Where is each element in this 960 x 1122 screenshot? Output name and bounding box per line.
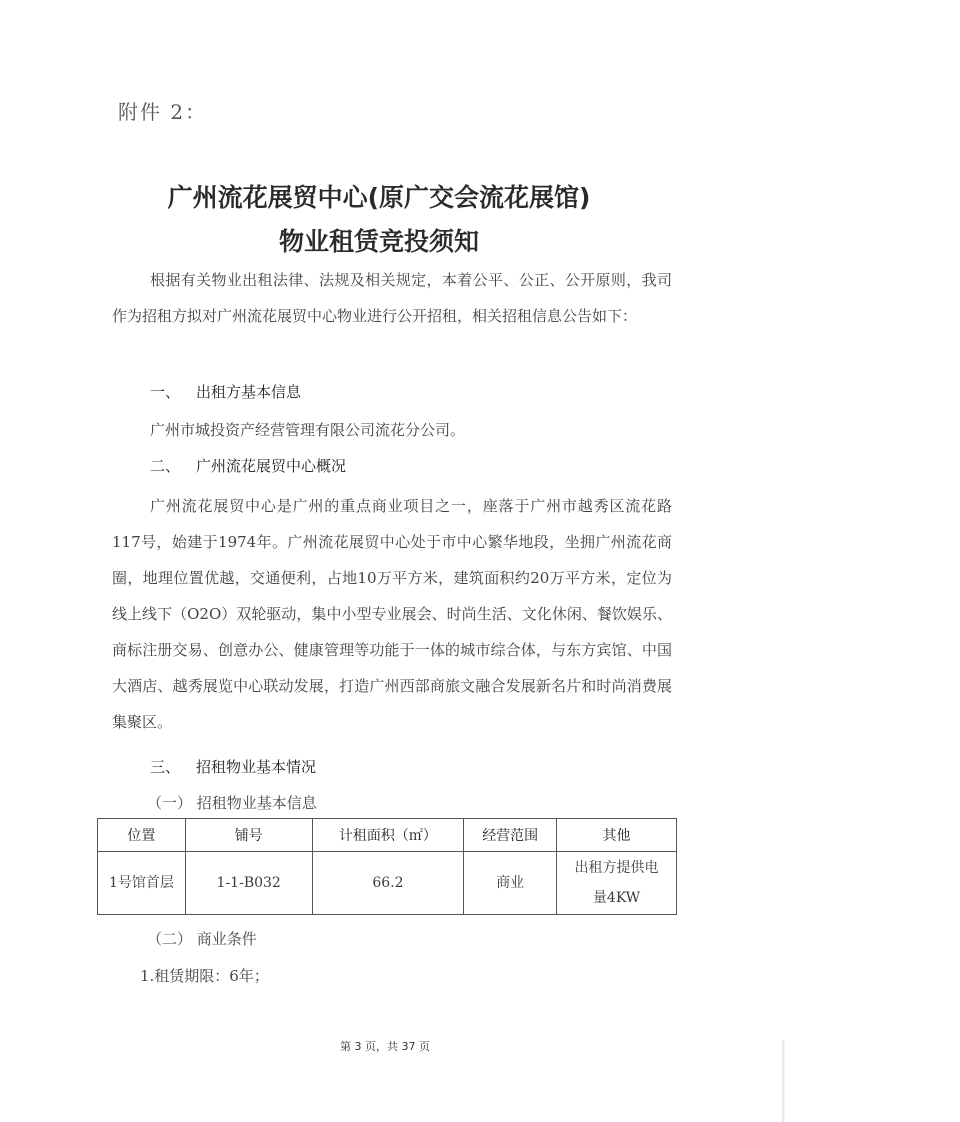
table-header-row	[98, 819, 677, 852]
page-footer: 第 3 页，共 37 页	[340, 1040, 430, 1053]
scan-edge-shadow	[782, 1040, 785, 1122]
header-area: 计租面积（㎡）	[312, 819, 464, 852]
section-title: 招租物业基本情况	[196, 758, 317, 776]
cell-shop-number: 1-1-B032	[185, 852, 312, 915]
cell-location: 1号馆首层	[98, 852, 186, 915]
document-title-line1: 广州流花展贸中心(原广交会流花展馆)	[167, 183, 591, 212]
section-title: 广州流花展贸中心概况	[196, 457, 347, 475]
section-heading-3	[150, 756, 316, 777]
lessor-info: 广州市城投资产经营管理有限公司流花分公司。	[150, 421, 466, 439]
lease-table	[97, 818, 677, 915]
section-title: 出租方基本信息	[196, 383, 302, 401]
header-shop-number: 铺号	[185, 819, 312, 852]
header-business-scope: 经营范围	[464, 819, 557, 852]
attachment-label: 附件 2：	[118, 100, 208, 124]
section-heading-1	[150, 381, 301, 402]
section-number: 三、	[150, 758, 181, 776]
subsection-1: （一） 招租物业基本信息	[147, 794, 317, 812]
section-number: 一、	[150, 383, 181, 401]
lease-term: 1.租赁期限：6年；	[140, 967, 269, 985]
section-heading-2	[150, 455, 346, 476]
cell-other: 出租方提供电量4KW	[557, 852, 677, 915]
cell-area: 66.2	[312, 852, 464, 915]
overview-paragraph: 广州流花展贸中心是广州的重点商业项目之一，座落于广州市越秀区流花路117号，始建于1974年。广州流花展贸中心处于市中心繁华地段，坐拥广州流花商圈，地理位置优越，交通便利，占地10万平方米，建筑面积约20万平方米，定位为线上线下（O2O）双轮驱动，集中小型专业展会、时尚生活、文化休闲、餐饮娱乐、商标注册交易、创意办公、健康管理等功能于一体的城市综合体，与东方宾馆、中国大酒店、越秀展览中心联动发展，打造广州西部商旅文融合发展新名片和时尚消费展集聚区。	[112, 497, 672, 731]
header-other: 其他	[557, 819, 677, 852]
section-number: 二、	[150, 457, 181, 475]
header-location: 位置	[98, 819, 186, 852]
intro-paragraph: 根据有关物业出租法律、法规及相关规定，本着公平、公正、公开原则，我司作为招租方拟对广州流花展贸中心物业进行公开招租，相关招租信息公告如下：	[112, 271, 672, 325]
document-title-line2: 物业租赁竞投须知	[278, 227, 479, 256]
subsection-2: （二） 商业条件	[147, 930, 257, 948]
table-row	[98, 852, 677, 915]
cell-business-scope: 商业	[464, 852, 557, 915]
